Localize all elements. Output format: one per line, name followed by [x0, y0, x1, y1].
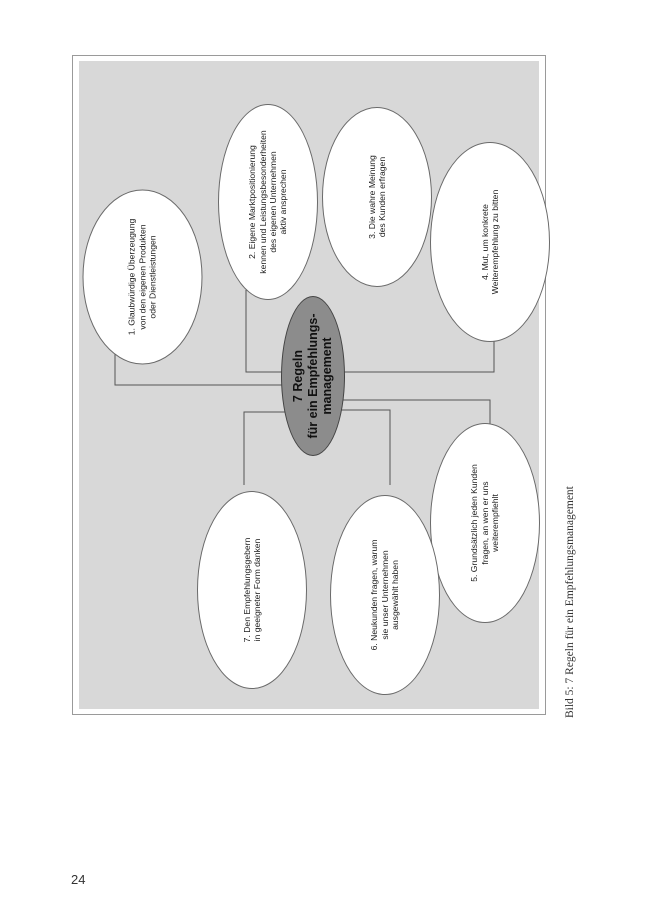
- rule-ellipse-6: [330, 495, 440, 695]
- rule-text-1: 1. Glaubwürdige Überzeugung von den eigenen Produkten oder Dienstleistungen: [126, 218, 158, 336]
- rule-text-4: 4. Mut, um konkrete Weiterempfehlung zu bitten: [479, 189, 500, 295]
- rule-ellipse-7: [197, 491, 307, 689]
- rule-ellipse-3: [322, 107, 432, 287]
- connector-rule-5: [340, 400, 490, 430]
- center-title: 7 Regeln für ein Empfehlungs- management: [290, 313, 335, 439]
- rule-text-2: 2. Eigene Marktpositionierung kennen und Leistungsbesonderheiten des eigenen Unternehmen aktiv ansprechen: [247, 130, 289, 274]
- rule-text-7: 7. Den Empfehlungsgebern in geeigneter Form danken: [241, 537, 262, 643]
- connector-rule-6: [340, 410, 390, 485]
- center-ellipse: [281, 296, 345, 456]
- figure-caption: Bild 5: 7 Regeln für ein Empfehlungsmanagement: [564, 486, 576, 718]
- rule-ellipse-2: [218, 104, 318, 300]
- connector-rule-2: [246, 290, 285, 372]
- rule-ellipse-1: [83, 190, 203, 365]
- rule-ellipse-4: [430, 142, 550, 342]
- connector-rule-4: [340, 335, 494, 372]
- connector-rule-7: [244, 412, 290, 485]
- rule-text-5: 5. Grundsätzlich jeden Kunden fragen, an wen er uns weiterempfiehlt: [469, 464, 501, 582]
- page-number: 24: [71, 872, 86, 887]
- rule-text-3: 3. Die wahre Meinung des Kunden erfragen: [366, 155, 387, 239]
- rule-ellipse-5: [430, 423, 540, 623]
- rule-text-6: 6. Neukunden fragen, warum sie unser Unternehmen ausgewählt haben: [369, 539, 401, 651]
